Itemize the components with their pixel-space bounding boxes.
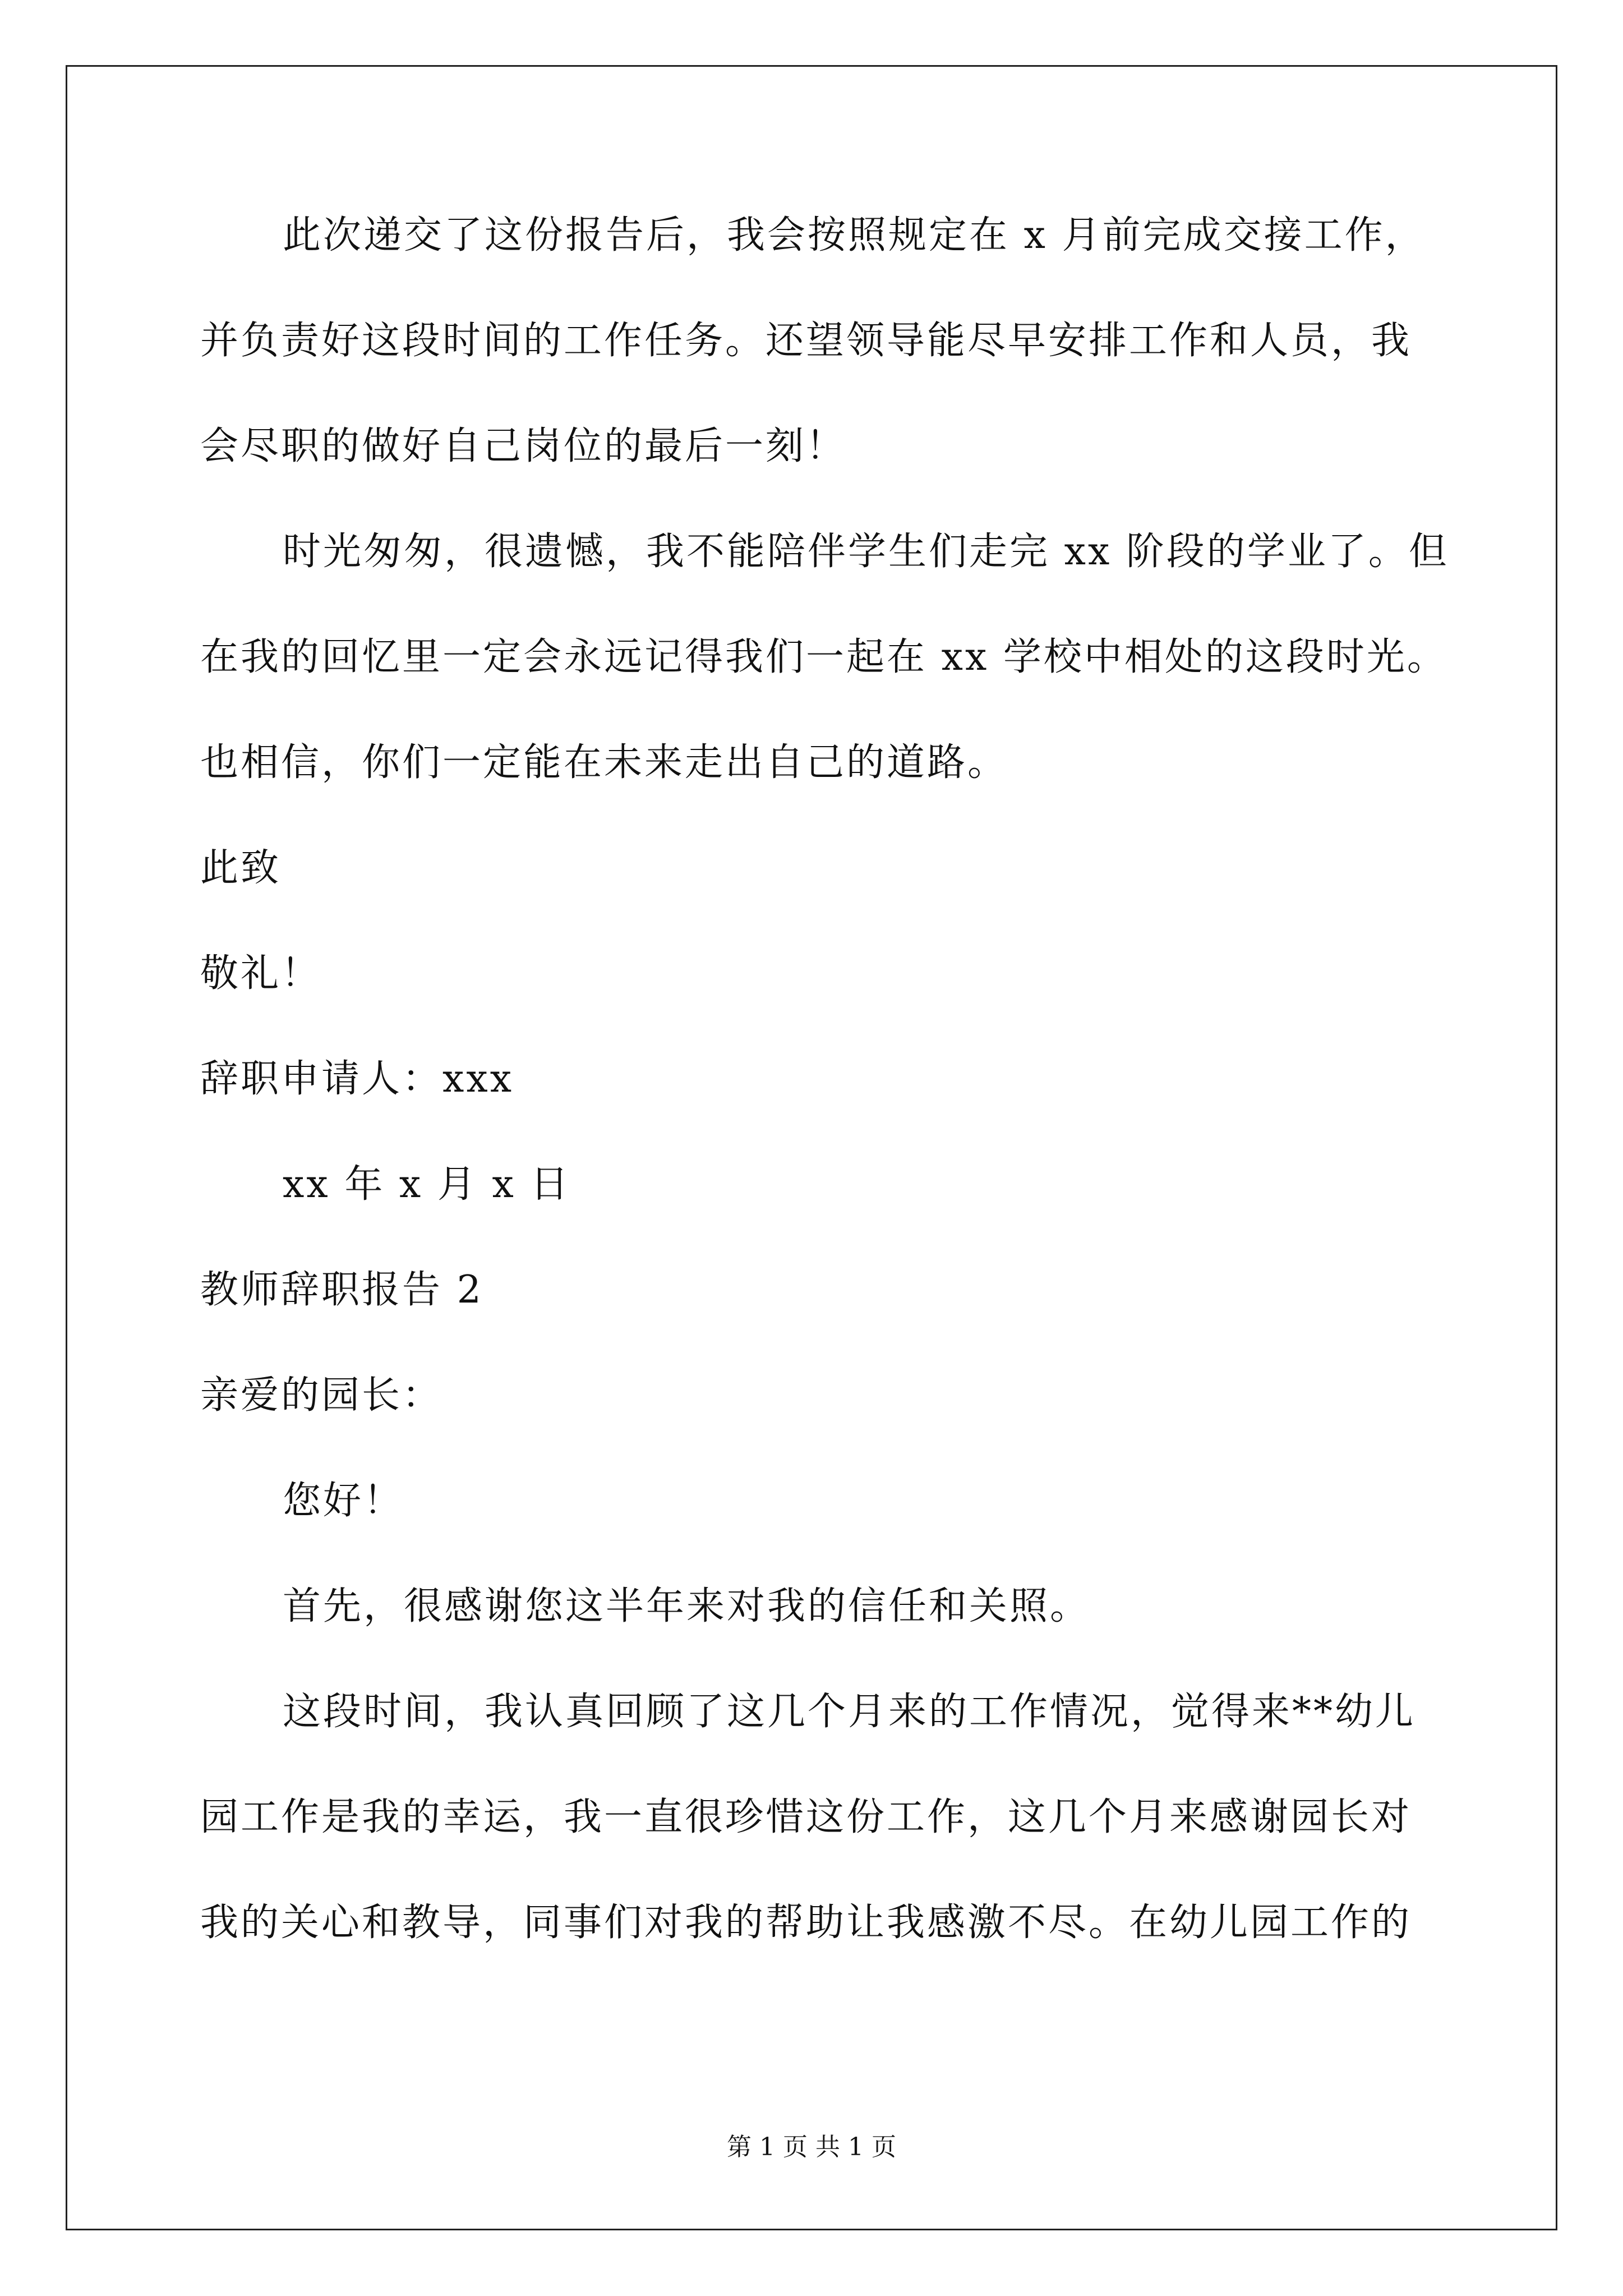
paragraph-line: 园工作是我的幸运，我一直很珍惜这份工作，这几个月来感谢园长对 [200,1795,1412,1839]
paragraph-line: 这段时间，我认真回顾了这几个月来的工作情况，觉得来**幼儿 [283,1690,1416,1734]
paragraph-line: 我的关心和教导，同事们对我的帮助让我感激不尽。在幼儿园工作的 [200,1901,1412,1945]
paragraph-line: 会尽职的做好自己岗位的最后一刻！ [200,424,847,468]
paragraph-line: 也相信，你们一定能在未来走出自己的道路。 [200,740,1008,785]
letter-addressee: 亲爱的园长： [200,1373,443,1418]
paragraph-line: 首先，很感谢您这半年来对我的信任和关照。 [283,1584,1091,1628]
page-footer: 第 1 页 共 1 页 [727,2133,896,2161]
closing-regards: 敬礼！ [200,951,322,996]
closing-salutation: 此致 [200,846,282,890]
paragraph-line: 在我的回忆里一定会永远记得我们一起在 xx 学校中相处的这段时光。 [200,635,1447,679]
applicant-signature: 辞职申请人：xxx [200,1057,514,1101]
paragraph-line: 并负责好这段时间的工作任务。还望领导能尽早安排工作和人员，我 [200,319,1412,363]
letter-greeting: 您好！ [283,1479,404,1523]
paragraph-line: 此次递交了这份报告后，我会按照规定在 x 月前完成交接工作， [283,213,1426,257]
section-title: 教师辞职报告 2 [200,1268,483,1312]
letter-date: xx 年 x 月 x 日 [283,1162,571,1207]
paragraph-line: 时光匆匆，很遗憾，我不能陪伴学生们走完 xx 阶段的学业了。但 [283,530,1449,574]
